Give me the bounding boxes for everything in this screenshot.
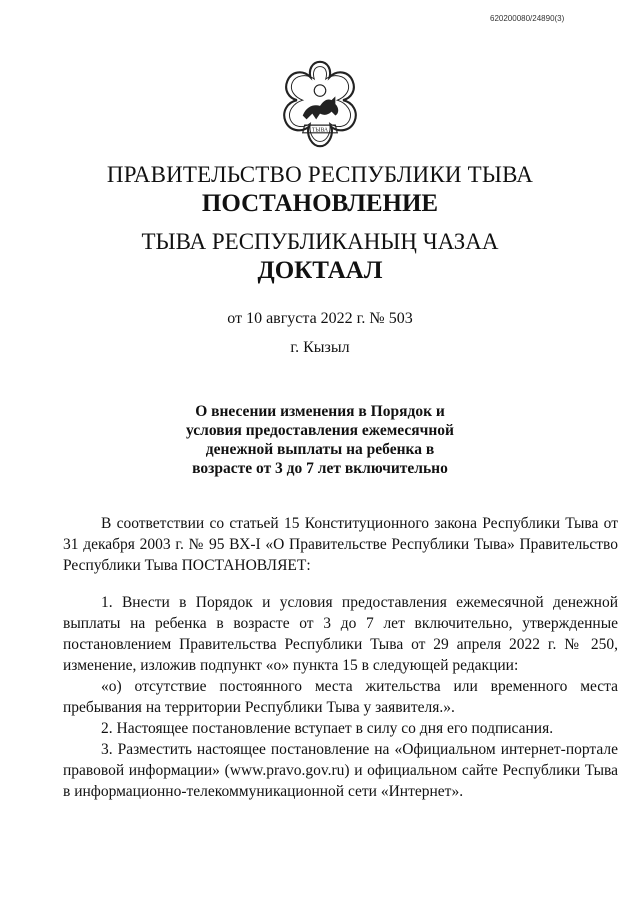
government-header-tuvan: ТЫВА РЕСПУБЛИКАНЫҢ ЧАЗАА [141, 229, 499, 254]
document-city: г. Кызыл [290, 339, 350, 356]
subject-line: возрасте от 3 до 7 лет включительно [192, 460, 448, 477]
document-subject [0, 402, 640, 478]
tuva-coat-of-arms-icon [272, 56, 368, 152]
resolution-items [63, 592, 618, 802]
preamble-paragraph: В соответствии со статьей 15 Конституционного закона Республики Тыва от 31 декабря 2003 г. № 95 ВХ-I «О Правительстве Республики Тыва» Правительство Республики Тыва ПОСТАНОВЛЯЕТ: [63, 515, 618, 574]
subject-line: денежной выплаты на ребенка в [205, 441, 435, 458]
resolution-title-ru: ПОСТАНОВЛЕНИЕ [201, 190, 439, 217]
item-1: 1. Внести в Порядок и условия предоставления ежемесячной денежной выплаты на ребенка в возрасте от 3 до 7 лет включительно, утвержденные постановлением Правительства Республики Тыва от 29 апреля 2022 г. № 250, изменение, изложив подпункт «о» пункта 15 в следующей редакции: [63, 594, 618, 674]
item-1-quote: «о) отсутствие постоянного места жительства или временного места пребывания на территории Республики Тыва у заявителя.». [63, 678, 618, 716]
government-header: ПРАВИТЕЛЬСТВО РЕСПУБЛИКИ ТЫВА [106, 162, 534, 187]
preamble [63, 513, 618, 576]
subject-line: условия предоставления ежемесячной [186, 422, 454, 439]
resolution-title-tuvan: ДОКТААЛ [257, 257, 383, 284]
item-3: 3. Разместить настоящее постановление на «Официальном интернет-портале правовой информации» (www.pravo.gov.ru) и официальном сайте Республики Тыва в информационно-телекоммуникационной сети «Интернет». [63, 741, 618, 800]
item-2: 2. Настоящее постановление вступает в силу со дня его подписания. [101, 720, 554, 737]
document-date: от 10 августа 2022 г. № 503 [227, 310, 413, 327]
svg-text:ТЫВА: ТЫВА [311, 127, 329, 134]
subject-line: О внесении изменения в Порядок и [195, 403, 445, 420]
document-id: 620200080/24890(3) [490, 14, 565, 23]
